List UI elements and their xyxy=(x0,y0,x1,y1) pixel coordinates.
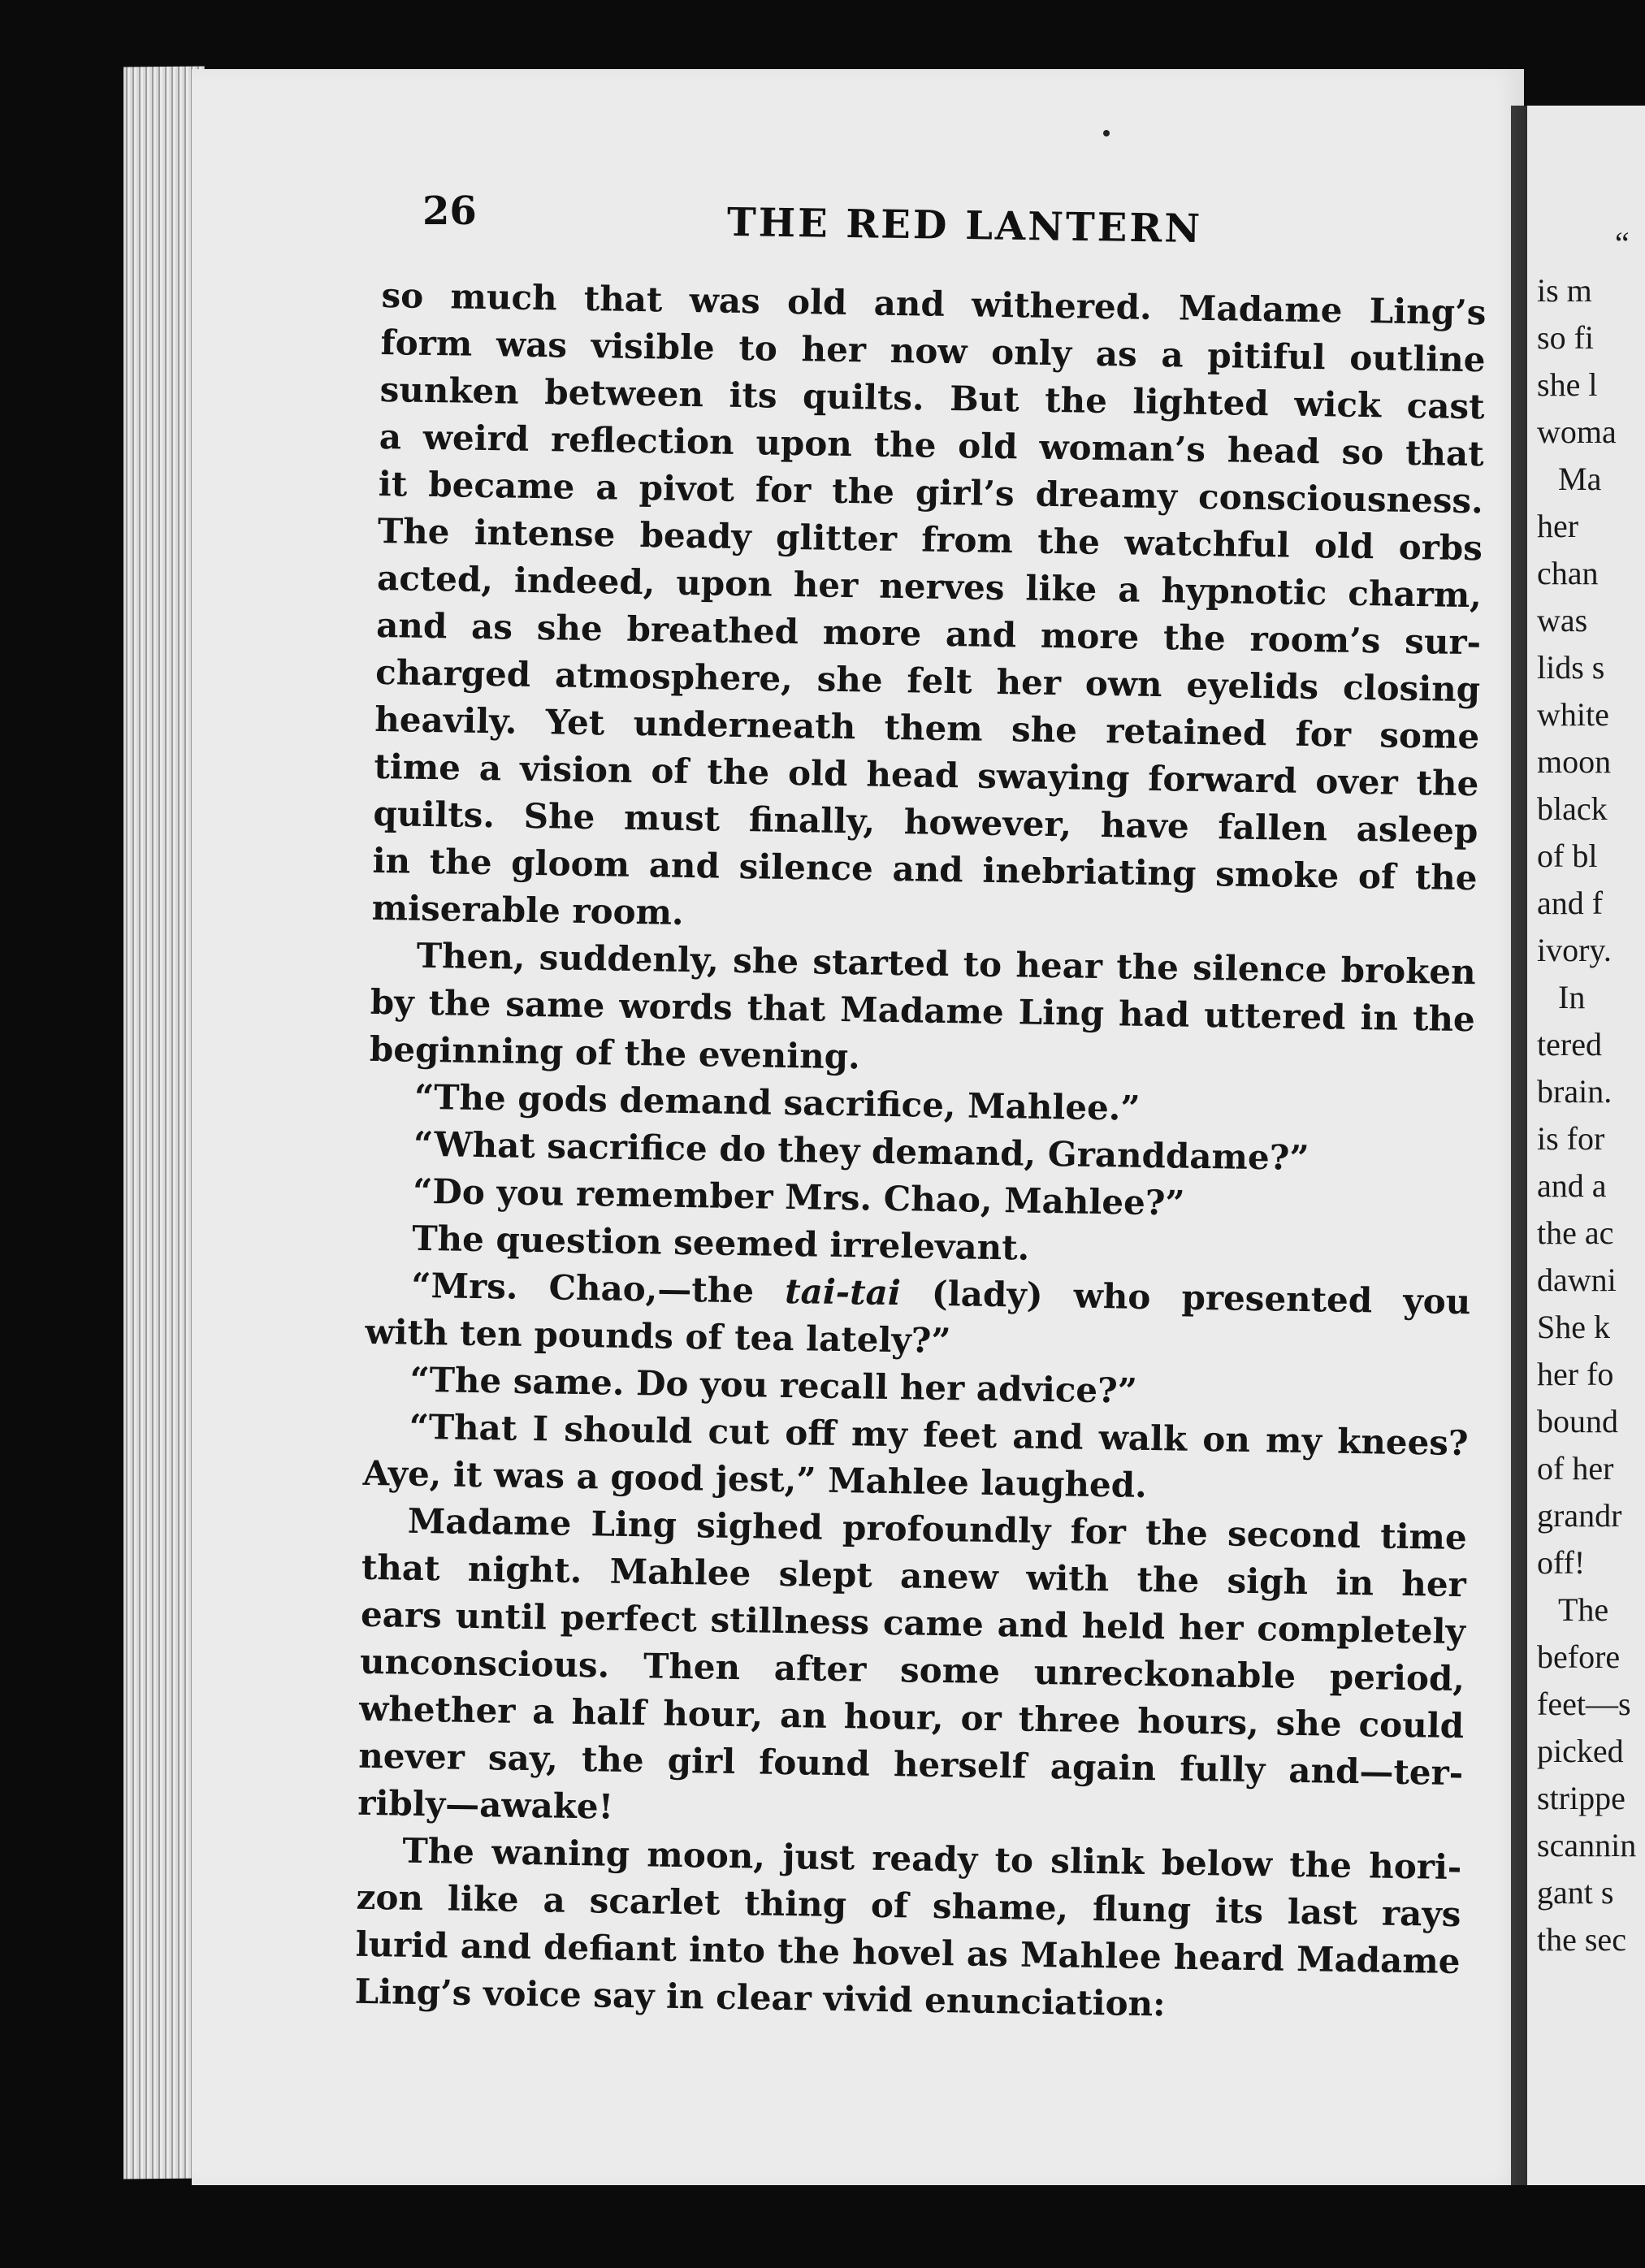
next-page-line: is for xyxy=(1537,1120,1605,1157)
text-line: The question seemed irrelevant. xyxy=(411,1218,1030,1268)
next-page-line: scannin xyxy=(1537,1827,1637,1863)
next-page-line: picked xyxy=(1537,1733,1624,1769)
text-line: unconscious. Then after some unreckonable period, xyxy=(359,1641,1465,1699)
text-line: it became a pivot for the girl’s dreamy consciousness. xyxy=(378,463,1484,522)
text-line: “What sacrifice do they demand, Granddame?” xyxy=(413,1123,1310,1179)
next-page-line: brain. xyxy=(1537,1073,1613,1110)
text-line: Then, suddenly, she started to hear the silence broken xyxy=(416,935,1477,993)
next-page-line: lids s xyxy=(1537,649,1605,686)
text-line: by the same words that Madame Ling had uttered in the xyxy=(370,981,1476,1040)
page-body-text xyxy=(354,272,1487,2032)
page-number: 26 xyxy=(422,188,477,234)
text-line: and as she breathed more and more the room’s sur- xyxy=(375,604,1482,663)
text-line: ribly—awake! xyxy=(357,1782,614,1827)
next-page-line: so fi xyxy=(1537,319,1594,356)
next-page-line: The xyxy=(1558,1591,1609,1628)
text-line: Aye, it was a good jest,” Mahlee laughed. xyxy=(362,1452,1148,1505)
next-page-line: her fo xyxy=(1537,1356,1614,1392)
next-page-line: she l xyxy=(1537,366,1598,403)
text-line: heavily. Yet underneath them she retained for some xyxy=(374,699,1480,757)
next-page-line: In xyxy=(1558,979,1586,1015)
next-page-line: and a xyxy=(1537,1167,1607,1204)
text-line: “That I should cut off my feet and walk on my knees? xyxy=(409,1406,1469,1464)
text-line: ears until perfect stillness came and held her completely xyxy=(360,1594,1466,1652)
text-line: The intense beady glitter from the watchful old orbs xyxy=(377,510,1483,569)
next-page-line: tered xyxy=(1537,1026,1602,1063)
text-line: quilts. She must finally, however, have fallen asleep xyxy=(373,793,1478,851)
next-page-line: grandr xyxy=(1537,1497,1622,1534)
next-page-line: feet—s xyxy=(1537,1686,1631,1722)
text-line: miserable room. xyxy=(371,887,685,933)
next-page-line: woma xyxy=(1537,413,1617,450)
text-line: that night. Mahlee slept anew with the sigh in her xyxy=(361,1547,1467,1605)
text-line: zon like a scarlet thing of shame, flung its last rays xyxy=(356,1876,1461,1935)
next-page-line: moon xyxy=(1537,743,1612,780)
scan-speck xyxy=(1103,130,1110,136)
next-page-line: black xyxy=(1537,790,1608,827)
text-line: whether a half hour, an hour, or three hours, she could xyxy=(358,1688,1465,1746)
text-line: “Do you remember Mrs. Chao, Mahlee?” xyxy=(412,1171,1185,1223)
text-line: beginning of the evening. xyxy=(369,1028,861,1077)
next-page-line: chan xyxy=(1537,555,1599,591)
next-page-line: She k xyxy=(1537,1309,1610,1345)
next-page-line: of bl xyxy=(1537,838,1598,874)
next-page-line: “ xyxy=(1615,225,1630,262)
next-page-line: before xyxy=(1537,1638,1621,1675)
text-line: “Mrs. Chao,—the tai-tai (lady) who presented you xyxy=(411,1265,1471,1322)
text-line: The waning moon, just ready to slink below the hori- xyxy=(402,1830,1462,1888)
next-page-line: dawni xyxy=(1537,1262,1617,1298)
text-line: form was visible to her now only as a pitiful outline xyxy=(380,322,1486,380)
next-page-line: strippe xyxy=(1537,1780,1626,1816)
text-line: with ten pounds of tea lately?” xyxy=(365,1311,951,1361)
text-line: never say, the girl found herself again fully and—ter- xyxy=(357,1735,1464,1794)
text-line: acted, indeed, upon her nerves like a hypnotic charm, xyxy=(376,557,1483,616)
text-line: “The gods demand sacrifice, Mahlee.” xyxy=(413,1076,1141,1128)
text-line: time a vision of the old head swaying forward over the xyxy=(374,746,1479,804)
text-line: lurid and defiant into the hovel as Mahlee heard Madame xyxy=(355,1924,1461,1982)
next-page-line: of her xyxy=(1537,1450,1614,1487)
next-page-line: was xyxy=(1537,602,1588,638)
text-line: charged atmosphere, she felt her own eyelids closing xyxy=(374,651,1481,710)
text-line: Madame Ling sighed profoundly for the second time xyxy=(407,1500,1468,1558)
text-line: in the gloom and silence and inebriating smoke of the xyxy=(372,840,1478,898)
next-page-line: is m xyxy=(1537,272,1592,309)
next-page-line: the ac xyxy=(1537,1214,1614,1251)
next-page-line: the sec xyxy=(1537,1921,1626,1958)
next-page-line: gant s xyxy=(1537,1874,1614,1911)
next-page-line: her xyxy=(1537,508,1579,544)
text-line: so much that was old and withered. Madame Ling’s xyxy=(381,275,1487,333)
text-line: “The same. Do you recall her advice?” xyxy=(409,1359,1138,1411)
next-page-line: bound xyxy=(1537,1403,1618,1439)
text-line: sunken between its quilts. But the lighted wick cast xyxy=(379,369,1485,427)
text-line: Ling’s voice say in clear vivid enunciation: xyxy=(354,1971,1167,2024)
next-page-line: ivory. xyxy=(1537,932,1612,968)
next-page-line: and f xyxy=(1537,885,1604,921)
next-page-line: Ma xyxy=(1558,461,1602,497)
text-line: a weird reflection upon the old woman’s head so that xyxy=(379,416,1485,474)
next-page-fragment xyxy=(1527,106,1645,2185)
next-page-line: off! xyxy=(1537,1544,1586,1581)
running-title: THE RED LANTERN xyxy=(726,199,1203,253)
next-page-line: white xyxy=(1537,696,1609,733)
